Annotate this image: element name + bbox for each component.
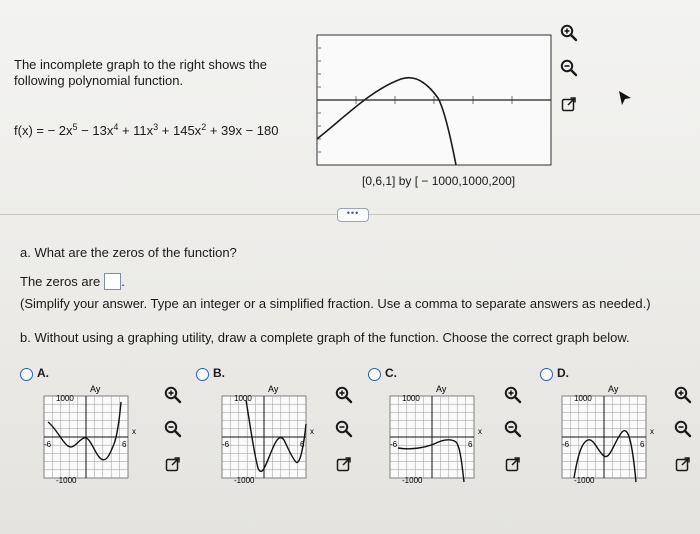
x-right-label: 6 (122, 440, 127, 449)
y-bottom-label: -1000 (234, 476, 255, 485)
popout-icon (164, 455, 182, 473)
option-graph (220, 384, 320, 499)
option-zoom-out-button[interactable] (502, 418, 524, 440)
term-2: − $13x^4$ (77, 122, 119, 138)
option-letter: A. (37, 366, 49, 380)
option-zoom-out-button[interactable] (333, 418, 355, 440)
x-left-label: -6 (562, 440, 570, 449)
more-button[interactable]: ••• (337, 208, 369, 222)
option-graph (42, 384, 142, 499)
x-axis-label: x (478, 427, 482, 436)
zoom-out-icon (503, 419, 523, 439)
y-axis-label: Ay (90, 384, 101, 394)
y-top-label: 1000 (234, 394, 252, 403)
x-left-label: -6 (44, 440, 52, 449)
zoom-out-button[interactable] (558, 57, 580, 79)
answer-line (20, 273, 125, 290)
problem-intro: The incomplete graph to the right shows the following polynomial function. (14, 57, 267, 88)
option-zoom-in-button[interactable] (672, 384, 694, 406)
option-letter: D. (557, 366, 569, 380)
answer-hint: (Simplify your answer. Type an integer or a simplified fraction. Use a comma to separate answers as needed.) (20, 296, 651, 311)
x-right-label: 6 (468, 440, 473, 449)
part-b-question: b. Without using a graphing utility, draw a complete graph of the function. Choose the correct graph below. (20, 330, 630, 345)
x-left-label: -6 (390, 440, 398, 449)
option-letter: C. (385, 366, 397, 380)
y-axis-label: Ay (436, 384, 447, 394)
zoom-out-icon (673, 419, 693, 439)
popout-icon (674, 455, 692, 473)
zoom-in-icon (673, 385, 693, 405)
option-graph (560, 384, 660, 499)
answer-suffix: . (121, 274, 125, 289)
option-popout-button[interactable] (672, 453, 694, 475)
zoom-in-icon (559, 23, 579, 43)
option-graph (388, 384, 488, 499)
zoom-out-icon (559, 58, 579, 78)
option-zoom-in-button[interactable] (502, 384, 524, 406)
option-zoom-out-button[interactable] (672, 418, 694, 440)
term-1: − $2x^5$ (47, 122, 78, 138)
y-top-label: 1000 (56, 394, 74, 403)
window-settings: [0,6,1] by [ − 1000,1000,200] (362, 174, 516, 188)
term-3: + $11x^3$ (118, 122, 159, 138)
x-left-label: -6 (222, 440, 230, 449)
y-axis-label: Ay (608, 384, 619, 394)
option-radio[interactable] (196, 368, 209, 381)
function-label: f(x) = (14, 123, 48, 138)
term-5: + 39x − 180 (206, 123, 279, 138)
grid (222, 396, 306, 478)
option-zoom-out-button[interactable] (162, 418, 184, 440)
x-axis-label: x (650, 427, 654, 436)
x-right-label: 6 (640, 440, 645, 449)
x-axis-label: x (310, 427, 314, 436)
option-letter: B. (213, 366, 225, 380)
zoom-out-icon (334, 419, 354, 439)
option-zoom-in-button[interactable] (333, 384, 355, 406)
term-4: + $145x^2$ (158, 122, 207, 138)
option-popout-button[interactable] (502, 453, 524, 475)
y-axis-label: Ay (268, 384, 279, 394)
y-top-label: 1000 (574, 394, 592, 403)
x-right-label: 6 (300, 440, 305, 449)
y-bottom-label: -1000 (402, 476, 423, 485)
zoom-in-icon (503, 385, 523, 405)
popout-button[interactable] (558, 93, 580, 115)
function-expression (14, 123, 278, 139)
zeros-answer-input[interactable] (104, 273, 121, 290)
zoom-in-button[interactable] (558, 22, 580, 44)
y-bottom-label: -1000 (56, 476, 77, 485)
option-zoom-in-button[interactable] (162, 384, 184, 406)
zoom-in-icon (334, 385, 354, 405)
part-a-question: a. What are the zeros of the function? (20, 245, 237, 260)
zoom-in-icon (163, 385, 183, 405)
option-radio[interactable] (368, 368, 381, 381)
x-axis-label: x (132, 427, 136, 436)
cursor-icon (618, 90, 632, 111)
option-radio[interactable] (540, 368, 553, 381)
grid (562, 396, 646, 478)
popout-icon (335, 455, 353, 473)
zoom-out-icon (163, 419, 183, 439)
popout-icon (504, 455, 522, 473)
option-radio[interactable] (20, 368, 33, 381)
answer-prefix: The zeros are (20, 274, 101, 289)
main-graph (316, 34, 552, 171)
y-bottom-label: -1000 (574, 476, 595, 485)
y-top-label: 1000 (402, 394, 420, 403)
popout-icon (560, 95, 578, 113)
option-popout-button[interactable] (162, 453, 184, 475)
option-popout-button[interactable] (333, 453, 355, 475)
